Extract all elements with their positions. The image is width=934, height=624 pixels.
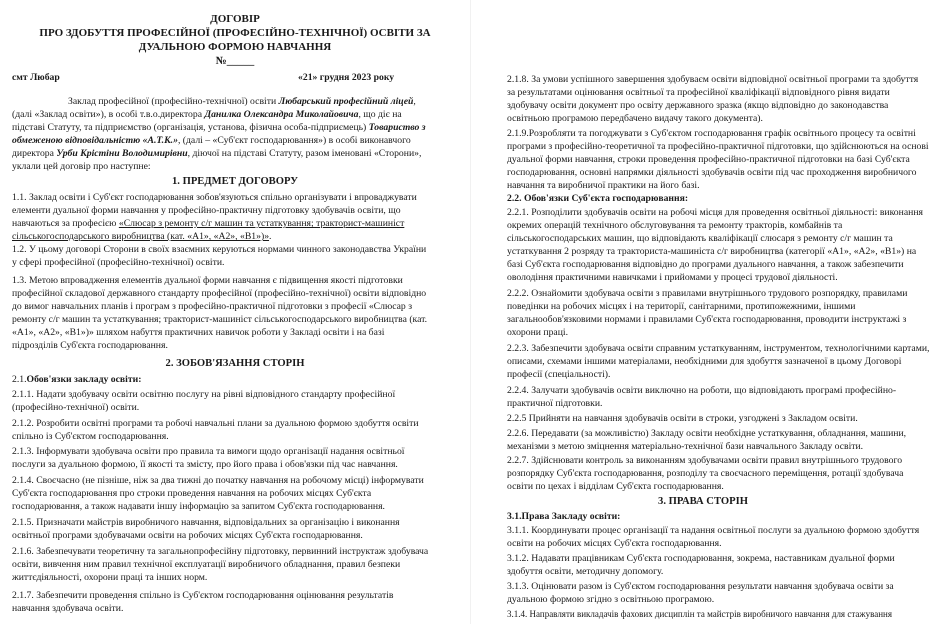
doc-title-1: ДОГОВІР xyxy=(210,13,260,25)
doc-title-2: ПРО ЗДОБУТТЯ ПРОФЕСІЙНОЇ (ПРОФЕСІЙНО-ТЕХНІЧНОЇ) ОСВІТИ ЗА xyxy=(39,27,431,39)
p212-line-2: спільно із Суб'єктом господарювання. xyxy=(12,431,169,442)
p221-line-2: окремих операцій технічного обслуговування та ремонту тракторів, комбайнів та xyxy=(507,220,843,231)
p211-line-1: 2.1.1. Надати здобувачу освіти освітню послугу на рівні відповідного стандарту професійної xyxy=(12,389,396,400)
p13-line-2: професійної складової державного стандарту професійної (професійно-технічної) освіти відповідно xyxy=(12,288,427,299)
p11-line-2: елементи дуальної форми навчання у професійно-практичну підготовку здобувачів освіти, що xyxy=(12,205,401,216)
p219-line-3: дуальної форми навчання, строки проведення професійно-практичної підготовки на базі Суб'єкта xyxy=(507,154,910,165)
p313-line-1: 3.1.3. Оцінювати разом із Суб'єктом господарювання результати навчання здобувача освіти за xyxy=(507,581,894,592)
p219-line-4: господарювання, основні напрямки діяльності здобувачів освіти під час проходження виробничого xyxy=(507,167,917,178)
p225-line-1: 2.2.5 Прийняти на навчання здобувачів освіти в строки, узгоджені з Закладом освіти. xyxy=(507,413,858,424)
p13-line-4: ремонту с/г машин та устаткування; тракторист-машиніст сільськогосподарського виробництва (кат. xyxy=(12,314,428,325)
doc-number: №_____ xyxy=(215,55,255,67)
intro-line-4: обмеженою відповідальністю «А.Т.К.», (далі – «Суб'єкт господарювання») в особі виконавчого xyxy=(12,135,411,146)
intro-line-3: підставі Статуту, та підприємство (організація, установа, фізична особа-підприємець) Товариство з xyxy=(12,122,426,133)
sub-21-heading: 2.1.Обов'язки закладу освіти: xyxy=(12,374,142,385)
right-page xyxy=(470,0,934,624)
p11-line-1: 1.1. Заклад освіти і Суб'єкт господарювання зобов'язуються спільно організувати і впроваджувати xyxy=(12,192,417,203)
p12-line-1: 1.2. У цьому договорі Сторони в своїх взаємних керуються нормами чинного законодавства України xyxy=(12,244,427,255)
sub-22-heading: 2.2. Обов'язки Суб'єкта господарювання: xyxy=(507,193,689,204)
p222-line-2: поведінки на робочих місцях і на території, санітарними, протипожежними, іншими xyxy=(507,301,856,312)
p218-line-4: освітньою програмою передбачено видачу такого документа). xyxy=(507,113,763,124)
p212-line-1: 2.1.2. Розробити освітні програми та робочі навчальні плани за дуальною формою здобуття освіти xyxy=(12,418,419,429)
intro-line-2: (далі «Заклад освіти»), в особі т.в.о.директора Данилка Олександра Миколайовича, що діє на xyxy=(12,109,402,120)
p313-line-2: дуальною формою згідно з освітньою програмою. xyxy=(507,594,715,605)
p13-line-5: «А1», «А2», «В1»)» шляхом набуття практичних навичок роботи у Закладі освіти і на базі xyxy=(12,327,385,338)
p11-line-4: сільськогосподарського виробництва (кат. «А1», «А2», «В1»)». xyxy=(12,231,272,242)
p222-line-3: загальнообов'язковими нормами і правилами Суб'єкта господарювання, проводити інструктажі з xyxy=(507,314,907,325)
p311-line-2: освіти на робочих місцях Суб'єкта господарювання. xyxy=(507,538,722,549)
date: «21» грудня 2023 року xyxy=(298,72,395,83)
p13-line-1: 1.3. Метою впровадження елементів дуальної форми навчання є підвищення якості підготовки xyxy=(12,275,403,286)
p216-line-1: 2.1.6. Забезпечувати теоретичну та загальнопрофесійну підготовку, первинний інструктаж здобувача xyxy=(12,546,429,557)
p217-line-2: навчання здобувача освіти. xyxy=(12,603,124,614)
p215-line-2: освітньої програми здобувачами освіти на робочих місцях Суб'єкта господарювання. xyxy=(12,530,363,541)
intro-line-6: уклали цей договір про наступне: xyxy=(12,161,151,172)
p213-line-2: послуги за дуальною формою, її якості та змісту, про його права і обов'язки під час навчання. xyxy=(12,459,398,470)
p214-line-3: господарювання, а також надавати іншу інформацію за запитом Суб'єкта господарювання. xyxy=(12,501,385,512)
section-2-heading: 2. ЗОБОВ'ЯЗАННЯ СТОРІН xyxy=(165,358,305,369)
p218-line-3: здобувачу освіти документ про освіту державного зразка (якщо відповідно до законодавства xyxy=(507,100,889,111)
p215-line-1: 2.1.5. Призначати майстрів виробничого навчання, відповідальних за організацію і виконання xyxy=(12,517,400,528)
p221-line-4: устаткування 2 розряду та тракториста-машиніста с/г виробництва (категорії «А1», «А2», «В1») на xyxy=(507,246,917,257)
p211-line-2: (професійно-технічної) освіти. xyxy=(12,402,140,413)
p219-line-5: навчання та виробничої практики на його базі. xyxy=(507,180,700,191)
p223-line-2: описами, схемами іншими матеріалами, необхідними для здобуття зазначеної в цьому Договорі xyxy=(507,356,902,367)
p216-line-3: життєдіяльності, охорони праці та інших норм. xyxy=(12,572,208,583)
p227-line-1: 2.2.7. Здійснювати контроль за виконанням здобувачами освіти правил внутрішнього трудового xyxy=(507,455,903,466)
p222-line-4: охорони праці. xyxy=(507,327,569,338)
intro-line-5: директора Урби Крістіни Володимирівни, діючої на підставі Статуту, разом іменовані «Сторони», xyxy=(12,148,422,159)
p214-line-1: 2.1.4. Своєчасно (не пізніше, ніж за два тижні до початку навчання на робочому місці) інформувати xyxy=(12,475,424,486)
p217-line-1: 2.1.7. Забезпечити проведення спільно із Суб'єктом господарювання оцінювання результатів xyxy=(12,590,394,601)
p218-line-2: за результатами оцінювання освітньої та професійної кваліфікації відповідного рівня видати xyxy=(507,87,890,98)
doc-title-3: ДУАЛЬНОЮ ФОРМОЮ НАВЧАННЯ xyxy=(138,41,332,53)
p222-line-1: 2.2.2. Ознайомити здобувача освіти з правилами внутрішнього трудового розпорядку, правилами xyxy=(507,288,908,299)
p226-line-1: 2.2.6. Передавати (за можливістю) Закладу освіти необхідне устаткування, обладнання, машини, xyxy=(507,428,907,439)
p226-line-2: механізми з метою зміцнення матеріально-технічної бази навчального Закладу освіти. xyxy=(507,441,864,452)
p213-line-1: 2.1.3. Інформувати здобувача освіти про правила та вимоги щодо організації надання освітньої xyxy=(12,446,405,457)
p219-line-2: програми з професійно-теоретичної та професійно-практичної підготовки, що здійснюються на основі xyxy=(507,141,929,152)
section-3-heading: 3. ПРАВА СТОРІН xyxy=(658,496,748,507)
p312-line-2: здобуття освіти, методичну допомогу. xyxy=(507,566,664,577)
p216-line-2: освіти, вивчення ним правил технічної експлуатації виробничого обладнання, правил безпеки xyxy=(12,559,401,570)
p221-line-3: сільськогосподарських машин, що відповідають кваліфікації слюсаря з ремонту с/г машин та xyxy=(507,233,893,244)
p224-line-1: 2.2.4. Залучати здобувачів освіти виключно на роботи, що відповідають програмі професійно- xyxy=(507,385,897,396)
p227-line-2: розпорядку Суб'єкта господарювання, розподілу та своєчасного переміщення, ротації здобувача xyxy=(507,468,904,479)
p219-line-1: 2.1.9.Розробляти та погоджувати з Суб'єктом господарювання графік освітнього процесу та освітні xyxy=(507,128,916,139)
p223-line-1: 2.2.3. Забезпечити здобувача освіти справним устаткуванням, інструментом, технологічними картами, xyxy=(507,343,930,354)
intro-line-1: Заклад професійної (професійно-технічної) освіти Любарський професійний ліцей, xyxy=(68,96,416,107)
p224-line-2: практичної підготовки. xyxy=(507,398,603,409)
p12-line-2: у сфері професійної (професійно-технічної) освіти. xyxy=(12,257,225,268)
place: смт Любар xyxy=(12,72,60,83)
p311-line-1: 3.1.1. Координувати процес організації та надання освітньої послуги за дуальною формою здобуття xyxy=(507,525,920,536)
p214-line-2: Суб'єкта господарювання про строки проведення навчання на робочих місцях Суб'єкта xyxy=(12,488,372,499)
p13-line-3: до вимог навчальних планів і програм з професійно-практичної підготовки з професії «Слюсар з xyxy=(12,301,413,312)
p221-line-1: 2.2.1. Розподілити здобувачів освіти на робочі місця для проведення освітньої діяльності: виконання xyxy=(507,207,923,218)
p221-line-5: базі Суб'єкта господарювання відповідно до програми дуального навчання, а також забезпечити xyxy=(507,259,904,270)
p312-line-1: 3.1.2. Надавати працівникам Суб'єкта господарювання, зокрема, наставникам дуальної форми xyxy=(507,553,895,564)
p13-line-6: підрозділів Суб'єкта господарювання. xyxy=(12,340,168,351)
p218-line-1: 2.1.8. За умови успішного завершення здобуваєм освіти відповідної освітньої програми та здобуття xyxy=(507,74,919,85)
p314-line-1: 3.1.4. Направляти викладачів фахових дисциплін та майстрів виробничого навчання для стажування xyxy=(507,609,892,619)
section-1-heading: 1. ПРЕДМЕТ ДОГОВОРУ xyxy=(172,176,298,187)
sub-31-heading: 3.1.Права Закладу освіти: xyxy=(507,511,621,522)
p221-line-6: оволодіння практичними навичками і прийомами у процесі трудової діяльності. xyxy=(507,272,838,283)
p227-line-3: освіти по цехах і відділам Суб'єкта господарювання. xyxy=(507,481,724,492)
p11-line-3: навчаються за професією «Слюсар з ремонту с/г машин та устаткування; тракторист-машиніст xyxy=(12,218,405,229)
p223-line-3: професії (спеціальності). xyxy=(507,369,611,380)
